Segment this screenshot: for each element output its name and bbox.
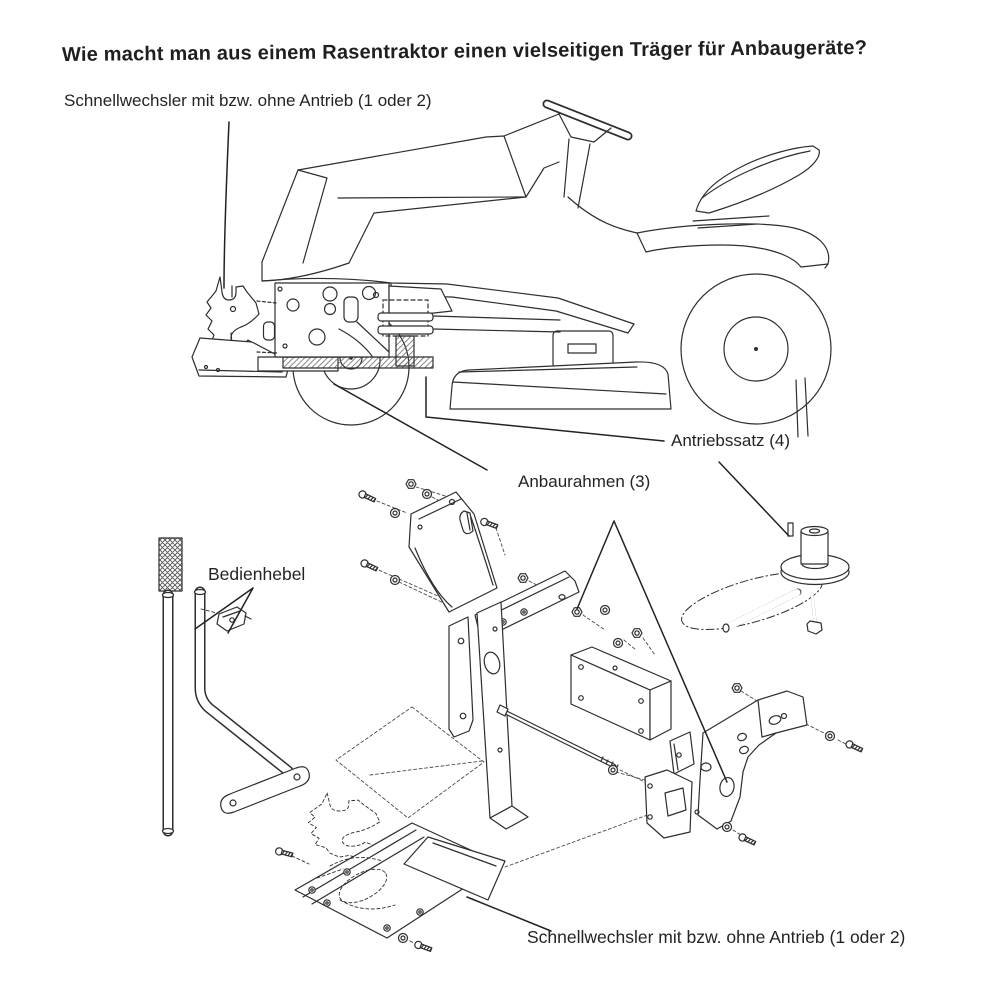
hood-illustration: [262, 136, 526, 281]
antriebssatz-parts: [676, 523, 849, 641]
page-title: Wie macht man aus einem Rasentraktor einen vielseitigen Träger für Anbaugeräte?: [61, 36, 868, 66]
steering-wheel-illustration: [547, 104, 628, 208]
label-schnellwechsler-top: Schnellwechsler mit bzw. ohne Antrieb (1 oder 2): [64, 91, 432, 110]
mower-deck-illustration: [450, 362, 671, 409]
seat-illustration: [693, 146, 819, 228]
schnellwechsler-plate: [292, 793, 505, 945]
label-antriebssatz: Antriebssatz (4): [671, 431, 791, 450]
label-anbaurahmen: Anbaurahmen (3): [518, 472, 651, 491]
tractor-illustration: [192, 104, 831, 437]
label-schnellwechsler-bottom: Schnellwechsler mit bzw. ohne Antrieb (1 oder 2): [527, 927, 906, 947]
bedienhebel-parts: [159, 538, 309, 834]
rear-wheel-illustration: [681, 274, 831, 424]
box-part: [571, 647, 671, 740]
front-mount-assembly: [192, 277, 560, 377]
anbaurahmen-exploded: [336, 487, 848, 867]
label-bedienhebel: Bedienhebel: [208, 564, 306, 584]
